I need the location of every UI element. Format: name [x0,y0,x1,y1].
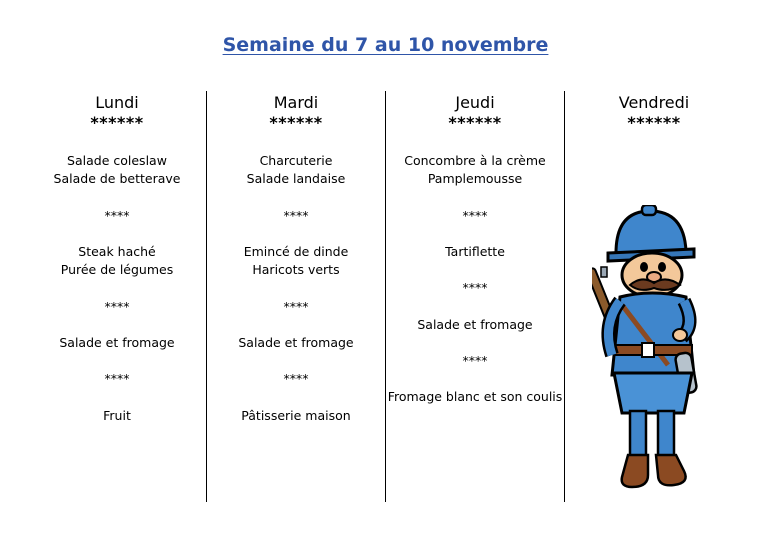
day-separator: ****** [269,113,323,132]
course-separator: **** [104,371,130,387]
course-separator: **** [283,207,309,223]
day-name: Jeudi [455,93,495,112]
menu-items [386,152,564,407]
menu-item: Salade landaise [246,171,346,187]
course-separator: **** [104,207,130,223]
spacer [207,388,385,406]
menu-item: Emincé de dinde [243,243,349,259]
menu-item: Salade et fromage [59,334,175,350]
spacer [207,188,385,206]
menu-item: Salade et fromage [417,316,533,332]
day-column-lundi [28,92,206,425]
soldier-illustration-icon [592,205,704,495]
day-column-mardi [207,92,385,425]
spacer [28,188,206,206]
menu-item: Fruit [103,407,131,423]
spacer [386,225,564,243]
course-separator: **** [462,207,488,223]
day-column-vendredi [565,92,743,152]
day-name: Lundi [95,93,139,112]
course-separator: **** [462,280,488,296]
spacer [207,352,385,370]
spacer [28,316,206,334]
menu-item: Tartiflette [445,243,505,259]
course-separator: **** [283,298,309,314]
menu-item: Steak haché [78,243,156,259]
day-separator: ****** [448,113,502,132]
menu-item: Haricots verts [252,262,340,278]
spacer [28,352,206,370]
menu-item: Charcuterie [259,153,333,168]
spacer [207,225,385,243]
spacer [386,370,564,388]
course-separator: **** [283,371,309,387]
menu-item: Pamplemousse [427,171,523,187]
spacer [28,388,206,406]
menu-item: Salade coleslaw [67,153,167,168]
menu-items [28,152,206,425]
course-separator: **** [462,353,488,369]
helmet-icon [616,211,686,253]
page-title: Semaine du 7 au 10 novembre [222,34,549,56]
menu-item: Pâtisserie maison [241,407,351,423]
day-column-jeudi [386,92,564,407]
boot-icon [656,455,686,485]
menu-item: Salade et fromage [238,334,354,350]
spacer [207,279,385,297]
spacer [207,316,385,334]
column-divider [564,91,565,502]
day-separator: ****** [90,113,144,132]
menu-item: Salade de betterave [53,171,181,187]
course-separator: **** [104,298,130,314]
spacer [386,261,564,279]
menu-item: Purée de légumes [60,262,174,278]
spacer [28,279,206,297]
day-name: Mardi [273,93,319,112]
day-name: Vendredi [618,93,690,112]
day-separator: ****** [627,113,681,132]
menu-item: Fromage blanc et son coulis [387,389,563,405]
spacer [386,298,564,316]
boot-icon [622,455,648,487]
spacer [386,188,564,206]
spacer [28,225,206,243]
spacer [386,334,564,352]
menu-item: Concombre à la crème [404,153,546,168]
menu-items [207,152,385,425]
